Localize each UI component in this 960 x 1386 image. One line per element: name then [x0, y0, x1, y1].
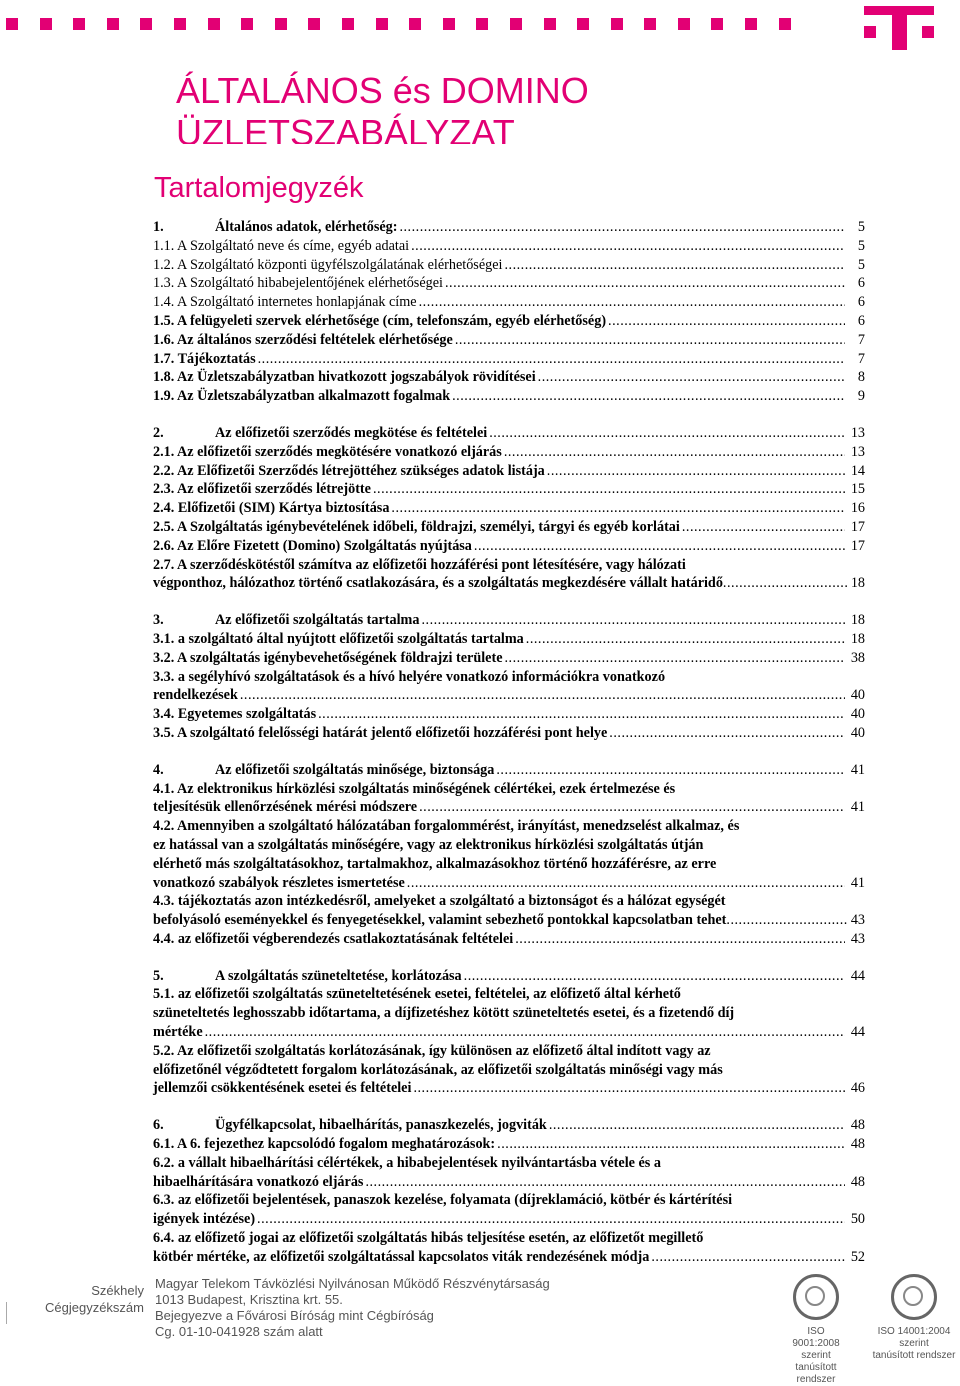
toc-entry[interactable]: 1.4. A Szolgáltató internetes honlapjának címe ..... 6: [153, 293, 865, 312]
toc-entry[interactable]: 2.4. Előfizetői (SIM) Kártya biztosítása ..... 16: [153, 499, 865, 518]
header-dot-row: [6, 18, 812, 30]
dot-icon: [779, 18, 791, 30]
dot-icon: [544, 18, 556, 30]
footer-company-info: [155, 1276, 550, 1340]
toc-entry[interactable]: 6.3. az előfizetői bejelentések, panaszok kezelése, folyamata (díjreklamáció, kötbér és kártérítési igények intézése) ..... 50: [153, 1191, 865, 1229]
dot-icon: [376, 18, 388, 30]
footer-registry: Bejegyezve a Fővárosi Bíróság mint Cégbíróság: [155, 1308, 434, 1323]
dot-icon: [73, 18, 85, 30]
toc-entry[interactable]: 1. Általános adatok, elérhetőség: ..... 5: [153, 218, 865, 237]
dot-icon: [208, 18, 220, 30]
toc-entry[interactable]: 3.3. a segélyhívó szolgáltatások és a hívó helyére vonatkozó információkra vonatkozó rendelkezések ..... 40: [153, 668, 865, 706]
dot-icon: [275, 18, 287, 30]
toc-entry[interactable]: 2. Az előfizetői szerződés megkötése és feltételei ..... 13: [153, 424, 865, 443]
toc-entry[interactable]: 2.2. Az Előfizetői Szerződés létrejöttéhez szükséges adatok listája ..... 14: [153, 462, 865, 481]
toc-entry[interactable]: 1.5. A felügyeleti szervek elérhetősége (cím, telefonszám, egyéb elérhetőség) ..... 6: [153, 312, 865, 331]
dot-icon: [443, 18, 455, 30]
toc-entry[interactable]: 4.2. Amennyiben a szolgáltató hálózatában forgalommérést, irányítást, menedzselést alkalmaz, és ez hatással van a szolgáltatás minőségére, vagy az elektronikus hírközlési szolgáltatás útján elérhető más szolgáltatásokhoz, tartalmakhoz, alkalmazásokhoz történő hozzáférésre, az erre vonatkozó szabályok részletes ismertetése ..... 41: [153, 817, 865, 892]
toc-entry[interactable]: 4.1. Az elektronikus hírközlési szolgáltatás minőségének célértékei, ezek értelmezése és teljesítésük ellenőrzésének mérési módszere ..... 41: [153, 780, 865, 818]
dot-icon: [745, 18, 757, 30]
toc-entry[interactable]: 3.1. a szolgáltató által nyújtott előfizetői szolgáltatás tartalma ..... 18: [153, 630, 865, 649]
dot-icon: [476, 18, 488, 30]
dot-icon: [342, 18, 354, 30]
toc-entry[interactable]: 1.2. A Szolgáltató központi ügyfélszolgálatának elérhetőségei ..... 5: [153, 256, 865, 275]
iso14001-certificate: ISO 14001:2004 szerint tanúsított rendszer: [872, 1274, 956, 1362]
toc-entry[interactable]: 1.6. Az általános szerződési feltételek elérhetősége ..... 7: [153, 331, 865, 350]
toc-entry[interactable]: 6.4. az előfizető jogai az előfizetői szolgáltatás hibás teljesítése esetén, az előfizetőt megillető kötbér mértéke, az előfizetői szolgáltatással kapcsolatos viták rendezésének módja ..... 52: [153, 1229, 865, 1267]
toc-entry[interactable]: 6. Ügyfélkapcsolat, hibaelhárítás, panaszkezelés, jogviták ..... 48: [153, 1116, 865, 1135]
footer-divider: [6, 1302, 7, 1324]
dot-icon: [678, 18, 690, 30]
telekom-t-logo-icon: [864, 6, 934, 50]
dot-icon: [510, 18, 522, 30]
footer-address: 1013 Budapest, Krisztina krt. 55.: [155, 1292, 343, 1307]
toc-entry[interactable]: 2.6. Az Előre Fizetett (Domino) Szolgáltatás nyújtása ..... 17: [153, 537, 865, 556]
toc-entry[interactable]: 5.2. Az előfizetői szolgáltatás korlátozásának, így különösen az előfizető által indított vagy az előfizetőnél végződtetett forgalom korlátozásának, az előfizetői szolgáltatás minőségi vagy más jellemzői csökkentésének esetei és feltételei ..... 46: [153, 1042, 865, 1098]
footer-label-registry-number: Cégjegyzékszám: [45, 1300, 144, 1315]
toc-entry[interactable]: 4.3. tájékoztatás azon intézkedésről, amelyeket a szolgáltató a biztonságot és a hálózat egységét befolyásoló eseményekkel és fenyegetésekkel, valamint sebezhető pontokkal kapcsolatban tehet ..... 43: [153, 892, 865, 930]
certification-seal-icon: [891, 1274, 937, 1320]
footer-reg-no: Cg. 01-10-041928 szám alatt: [155, 1324, 323, 1339]
toc-entry[interactable]: 3.4. Egyetemes szolgáltatás ..... 40: [153, 705, 865, 724]
dot-icon: [140, 18, 152, 30]
toc-entry[interactable]: 1.3. A Szolgáltató hibabejelentőjének elérhetőségei ..... 6: [153, 274, 865, 293]
toc-entry[interactable]: 1.8. Az Üzletszabályzatban hivatkozott jogszabályok rövidítései ..... 8: [153, 368, 865, 387]
dot-icon: [174, 18, 186, 30]
dot-icon: [711, 18, 723, 30]
toc-entry[interactable]: 2.1. Az előfizetői szerződés megkötésére vonatkozó eljárás ..... 13: [153, 443, 865, 462]
footer-company-name: Magyar Telekom Távközlési Nyilvánosan Működő Részvénytársaság: [155, 1276, 550, 1291]
toc-entry[interactable]: 4. Az előfizetői szolgáltatás minősége, biztonsága ..... 41: [153, 761, 865, 780]
table-of-contents: [153, 218, 865, 1267]
toc-entry[interactable]: 3.5. A szolgáltató felelősségi határát jelentő előfizetői hozzáférési pont helye ..... 40: [153, 724, 865, 743]
toc-entry[interactable]: 3. Az előfizetői szolgáltatás tartalma ..... 18: [153, 611, 865, 630]
document-title: ÁLTALÁNOS és DOMINO: [176, 70, 589, 111]
toc-entry[interactable]: 1.7. Tájékoztatás ..... 7: [153, 350, 865, 369]
toc-entry[interactable]: 1.9. Az Üzletszabályzatban alkalmazott fogalmak ..... 9: [153, 387, 865, 406]
dot-icon: [644, 18, 656, 30]
toc-entry[interactable]: 2.5. A Szolgáltatás igénybevételének időbeli, földrajzi, személyi, tárgyi és egyéb korlátai ..... 17: [153, 518, 865, 537]
dot-icon: [6, 18, 18, 30]
toc-entry[interactable]: 4.4. az előfizetői végberendezés csatlakoztatásának feltételei ..... 43: [153, 930, 865, 949]
dot-icon: [308, 18, 320, 30]
dot-icon: [409, 18, 421, 30]
toc-entry[interactable]: 6.2. a vállalt hibaelhárítási célértékek, a hibabejelentések nyilvántartásba vétele és a hibaelhárítására vonatkozó eljárás ..... 48: [153, 1154, 865, 1192]
toc-entry[interactable]: 6.1. A 6. fejezethez kapcsolódó fogalom meghatározások: ..... 48: [153, 1135, 865, 1154]
certification-seal-icon: [793, 1274, 839, 1320]
iso9001-certificate: ISO 9001:2008 szerint tanúsított rendszer: [784, 1274, 848, 1386]
toc-entry[interactable]: 2.7. A szerződéskötéstől számítva az előfizetői hozzáférési pont létesítésére, vagy hálózati végponthoz, hálózathoz történő csatlakozására, és a szolgáltatás megkezdésére vállalt határidő ..... 18: [153, 556, 865, 594]
toc-entry[interactable]: 5. A szolgáltatás szüneteltetése, korlátozása ..... 44: [153, 967, 865, 986]
toc-heading: Tartalomjegyzék: [154, 172, 364, 204]
toc-entry[interactable]: 1.1. A Szolgáltató neve és címe, egyéb adatai ..... 5: [153, 237, 865, 256]
toc-entry[interactable]: 3.2. A szolgáltatás igénybevehetőségének földrajzi területe ..... 38: [153, 649, 865, 668]
footer-labels: [44, 1282, 144, 1316]
toc-entry[interactable]: 5.1. az előfizetői szolgáltatás szüneteltetésének esetei, feltételei, az előfizető által kérhető szüneteltetés leghosszabb időtartama, a díjfizetéshez kötött szüneteltetés esetei, és a fizetendő díj mértéke ..... 44: [153, 985, 865, 1041]
dot-icon: [577, 18, 589, 30]
footer-label-seat: Székhely: [91, 1283, 144, 1298]
dot-icon: [107, 18, 119, 30]
dot-icon: [40, 18, 52, 30]
dot-icon: [611, 18, 623, 30]
document-title-line2: ÜZLETSZABÁLYZAT: [176, 112, 515, 144]
dot-icon: [241, 18, 253, 30]
toc-entry[interactable]: 2.3. Az előfizetői szerződés létrejötte ..... 15: [153, 480, 865, 499]
page-footer: [0, 1272, 960, 1385]
